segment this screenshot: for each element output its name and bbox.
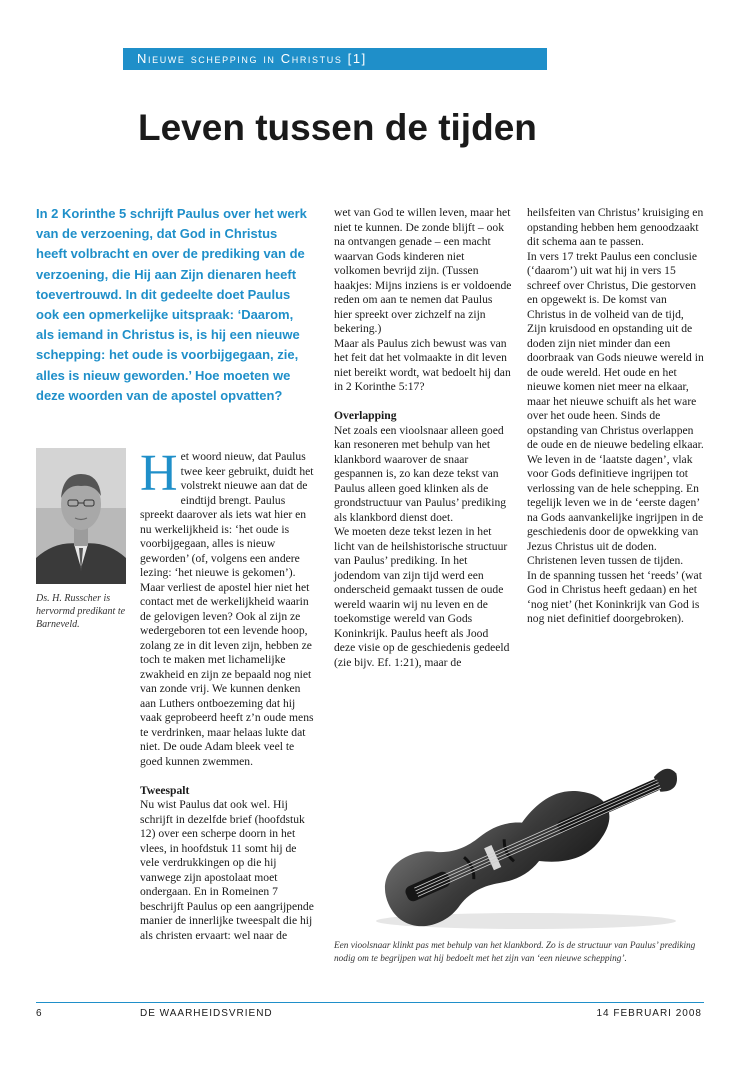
column-2-paragraph-1: wet van God te willen leven, maar het niet te kunnen. De zonde blijft – ook na ontvangen genade – een macht waarvan Gods kinderen niet volkomen bevrijd zijn. (Tussen haakjes: Mijns inziens is er voldoende reden om aan te nemen dat Paulus hier spreekt over zichzelf na zijn bekering.)	[334, 206, 512, 335]
column-1-paragraph-1	[140, 445, 318, 769]
issue-date: 14 FEBRUARI 2008	[596, 1008, 702, 1019]
violin-image	[336, 725, 706, 935]
violin-caption: Een vioolsnaar klinkt pas met behulp van het klankbord. Zo is de structuur van Paulus’ prediking nodig om te begrijpen wat hij bedoelt met het zijn van ‘een nieuwe schepping’.	[334, 941, 696, 964]
violin-photo	[336, 725, 706, 935]
column-1	[140, 445, 318, 943]
footer-divider	[36, 1002, 704, 1003]
subheading-overlapping: Overlapping	[334, 409, 397, 422]
column-3	[527, 206, 705, 627]
page-number: 6	[36, 1008, 43, 1019]
column-3-paragraph-3: We leven in de ‘laatste dagen’, vlak voor Gods definitieve ingrijpen tot verlossing van de hele schepping. En tegelijk leven we in de ‘eerste dagen’ na Gods aanvankelijke ingrijpen in de geschiedenis door de opwekking van Jezus Christus uit de doden. Christenen leven tussen de tijden.	[527, 452, 704, 567]
author-photo	[36, 448, 126, 584]
section-banner: Nieuwe schepping in Christus [1]	[123, 48, 547, 70]
column-2-paragraph-2: Maar als Paulus zich bewust was van het feit dat het volmaakte in dit leven niet bereikt wordt, wat bedoelt hij dan in 2 Korinthe 5:17?	[334, 336, 511, 393]
column-3-paragraph-2: In vers 17 trekt Paulus een conclusie (‘daarom’) uit wat hij in vers 15 schreef over Christus, Die gestorven en opgewekt is. De komst van Christus in de volheid van de tijd, Zijn kruisdood en opstanding uit de doden zijn niet minder dan een doorbraak van Gods nieuwe wereld in de oude wereld. Het oude en het nieuwe komen niet meer na elkaar, maar het nieuwe schuift als het ware over het oude heen. Sinds de opstanding van Christus overlappen de oude en de nieuwe bedeling elkaar.	[527, 249, 704, 451]
column-1-paragraph-2: Nu wist Paulus dat ook wel. Hij schrijft in dezelfde brief (hoofdstuk 12) over een scherpe doorn in het vlees, in hoofdstuk 11 somt hij de vele verdrukkingen op die hij vanwege zijn apostolaat moet ondergaan. En in Romeinen 7 beschrijft Paulus op een aangrijpende manier de innerlijke tweespalt die hij als christen ervaart: wel naar de	[140, 798, 314, 942]
column-1-text-1: et woord nieuw, dat Paulus twee keer gebruikt, duidt het volstrekt nieuwe aan dat de eindtijd brengt. Paulus spreekt daarover als iets wat hier en nu werkelijkheid is: ‘het oude is voorbijgegaan, alles is nieuw geworden’ (of, volgens een andere lezing: ‘het nieuwe is gekomen’). Maar verliest de apostel hier niet het contact met de werkelijkheid waarin de gelovigen leven? Ook al zijn ze wedergeboren tot een levende hoop, zolang ze in dit leven zijn, hebben ze toch te maken met lichamelijke zwakheid en zijn ze bepaald nog niet van zonde vrij. We kunnen denken aan Luthers ontboezeming dat hij vaak geprobeerd heeft z’n oude mens te verdrinken, maar helaas lukte dat niet. De oude Adam bleek veel te goed kunnen zwemmen.	[140, 450, 314, 768]
subheading-tweespalt: Tweespalt	[140, 783, 190, 797]
column-2-paragraph-4: We moeten deze tekst lezen in het licht van de heilshistorische structuur van Paulus’ prediking. In het jodendom van zijn tijd werd een onderscheid gemaakt tussen de oude wereld waarin wij nu leven en de toekomstige wereld van Gods Koninkrijk. Paulus heeft als Jood deze visie op de geschiedenis gedeeld (zie bijv. Ef. 1:21), maar de	[334, 525, 510, 669]
drop-cap: H	[140, 445, 178, 502]
column-2	[334, 206, 512, 670]
article-title: Leven tussen de tijden	[138, 107, 537, 148]
column-3-paragraph-4: In de spanning tussen het ‘reeds’ (wat God in Christus heeft gedaan) en het ‘nog niet’ (het Koninkrijk van God is nog niet definitief doorgebroken).	[527, 568, 702, 625]
column-3-paragraph-1: heilsfeiten van Christus’ kruisiging en opstanding hebben hem genoodzaakt dit schema aan te passen.	[527, 206, 704, 248]
portrait-image	[36, 448, 126, 584]
publication-name: DE WAARHEIDSVRIEND	[140, 1008, 273, 1019]
column-2-paragraph-3: Net zoals een vioolsnaar alleen goed kan resoneren met behulp van het klankbord waarover de snaar gespannen is, zo kan deze tekst van Paulus alleen goed klinken als de grondstructuur van Paulus’ prediking als klankbord dienst doet.	[334, 423, 507, 524]
author-caption: Ds. H. Russcher is hervormd predikant te Barneveld.	[36, 593, 126, 630]
intro-paragraph: In 2 Korinthe 5 schrijft Paulus over het werk van de verzoening, dat God in Christus heeft volbracht en over de prediking van de verzoening, die Hij aan Zijn dienaren heeft toevertrouwd. In dit gedeelte doet Paulus ook een opmerkelijke uitspraak: ‘Daarom, als iemand in Christus is, is hij een nieuwe schepping: het oude is voorbijgegaan, zie, alles is nieuw geworden.’ Hoe moeten we deze woorden van de apostel opvatten?	[36, 206, 307, 403]
